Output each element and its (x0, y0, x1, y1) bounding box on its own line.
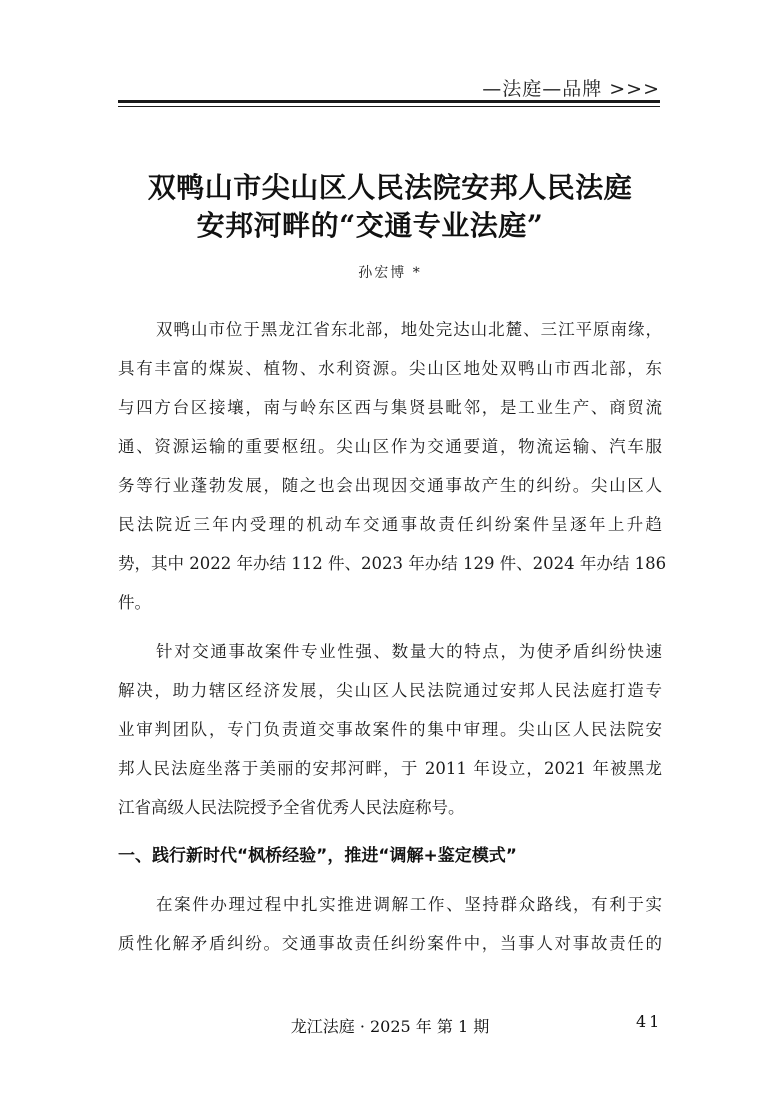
header-rule-thick (118, 100, 660, 103)
article-title-line-1: 双鸭山市尖山区人民法院安邦人民法庭 (147, 171, 633, 204)
journal-footer: 龙江法庭 · 2025 年 第 1 期 (290, 1017, 490, 1036)
paragraph-2-line: 针对交通事故案件专业性强、数量大的特点，为使矛盾纠纷快速 (156, 642, 662, 661)
paragraph-1-line: 具有丰富的煤炭、植物、水利资源。尖山区地处双鸭山市西北部，东 (118, 359, 662, 378)
paragraph-2-line: 业审判团队，专门负责道交事故案件的集中审理。尖山区人民法院安 (118, 720, 662, 739)
paragraph-3-line: 质性化解矛盾纠纷。交通事故责任纠纷案件中，当事人对事故责任的 (118, 934, 662, 953)
paragraph-1-line: 通、资源运输的重要枢纽。尖山区作为交通要道，物流运输、汽车服 (118, 437, 662, 456)
section-tag: —法庭—品牌 >>> (482, 78, 660, 100)
paragraph-3-line: 在案件办理过程中扎实推进调解工作、坚持群众路线，有利于实 (156, 895, 662, 914)
page-number: 41 (636, 1012, 663, 1031)
article-author: 孙宏博 * (358, 265, 422, 281)
paragraph-2-line: 解决，助力辖区经济发展，尖山区人民法院通过安邦人民法庭打造专 (118, 681, 662, 700)
section-heading-1: 一、践行新时代“枫桥经验”，推进“调解+鉴定模式” (118, 846, 517, 866)
paragraph-1-line: 与四方台区接壤，南与岭东区西与集贤县毗邻，是工业生产、商贸流 (118, 398, 662, 417)
paragraph-1-line: 双鸭山市位于黑龙江省东北部，地处完达山北麓、三江平原南缘， (156, 320, 662, 339)
paragraph-2-line: 江省高级人民法院授予全省优秀人民法庭称号。 (118, 798, 465, 817)
paragraph-2-line: 邦人民法庭坐落于美丽的安邦河畔，于 2011 年设立，2021 年被黑龙 (118, 759, 662, 778)
article-title-line-2: 安邦河畔的“交通专业法庭” (196, 209, 544, 242)
paragraph-1-line: 务等行业蓬勃发展，随之也会出现因交通事故产生的纠纷。尖山区人 (118, 476, 662, 495)
paragraph-1-line: 民法院近三年内受理的机动车交通事故责任纠纷案件呈逐年上升趋 (118, 515, 662, 534)
paragraph-1-line: 件。 (118, 593, 151, 612)
header-rule-thin (118, 106, 660, 107)
paragraph-1-line: 势，其中 2022 年办结 112 件、2023 年办结 129 件、2024 年办结 186 (118, 554, 667, 573)
